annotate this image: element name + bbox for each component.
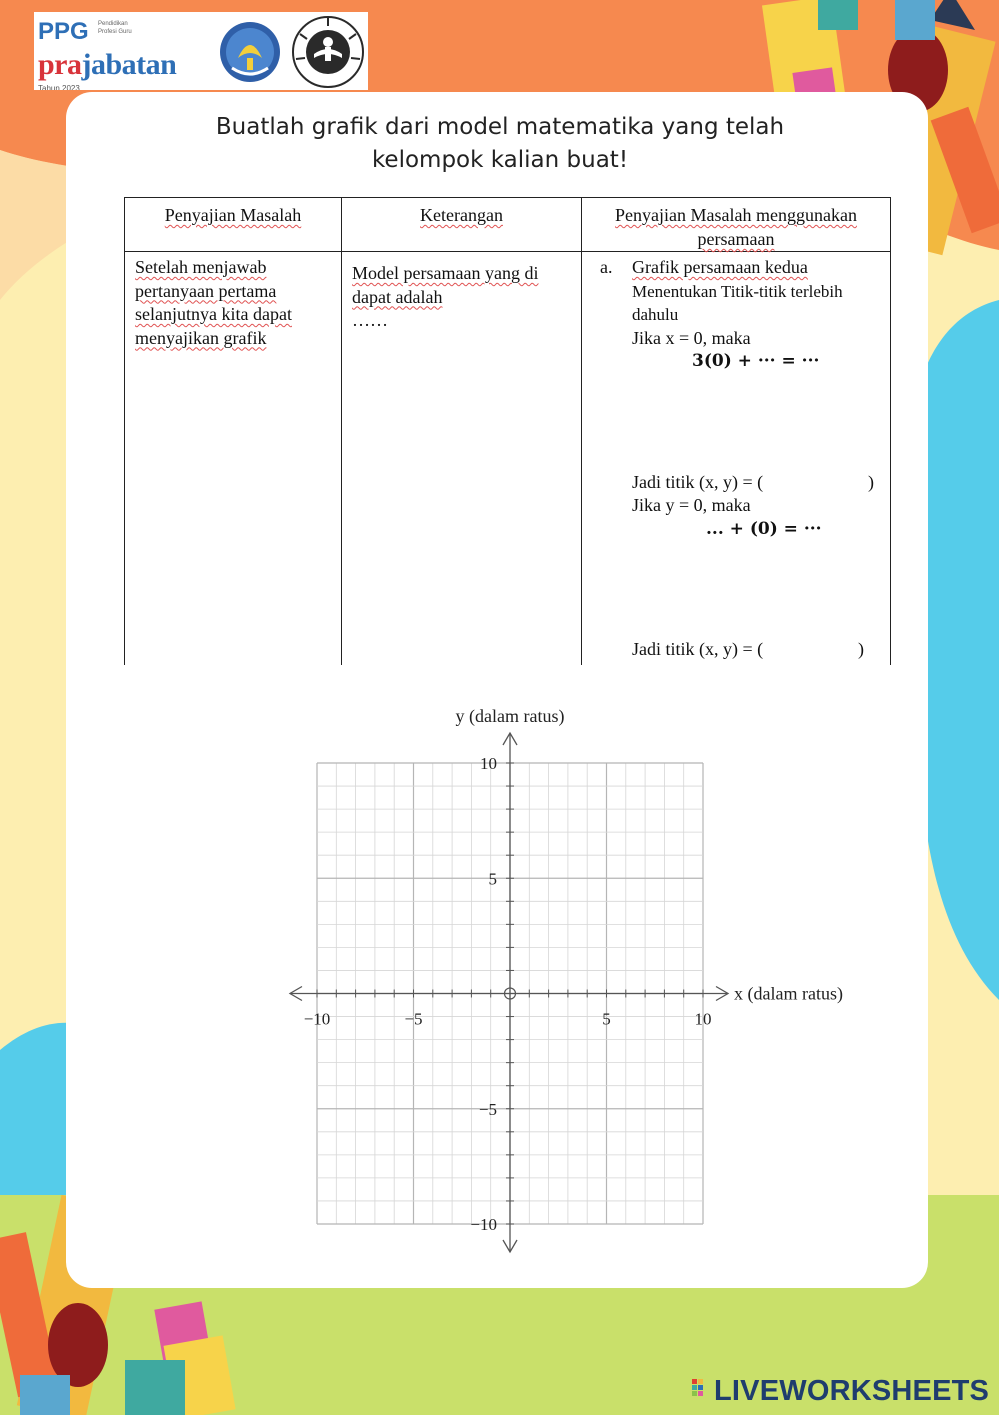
cell-penyajian-masalah xyxy=(125,252,342,666)
cell-keterangan xyxy=(342,252,582,666)
header-year: Tahun 2023 xyxy=(38,84,80,90)
prajabatan-logo-text xyxy=(38,48,176,82)
cell-persamaan xyxy=(582,252,891,666)
point-2-suffix: ) xyxy=(858,639,864,659)
answer-space-1[interactable] xyxy=(632,374,880,471)
if-x-zero: Jika x = 0, maka xyxy=(632,327,751,348)
x-axis-label: x (dalam ratus) xyxy=(734,983,843,1004)
point-1-line xyxy=(632,471,880,495)
col2-blank-answer[interactable]: …… xyxy=(352,310,388,330)
y-tick-label: 10 xyxy=(480,754,497,773)
header-col3-line2: persamaan xyxy=(697,229,775,249)
y-tick-label: −10 xyxy=(470,1215,497,1234)
if-y-zero: Jika y = 0, maka xyxy=(632,495,751,515)
header-col1-text: Penyajian Masalah xyxy=(164,205,302,225)
ppg-subtitle: Pendidikan Profesi Guru xyxy=(98,21,132,35)
unm-emblem-icon xyxy=(290,14,366,90)
intro-line-1: Menentukan Titik-titik terlebih xyxy=(632,281,843,301)
worksheet-table xyxy=(124,197,891,665)
table-row xyxy=(125,252,891,666)
x-tick-label: 5 xyxy=(602,1009,611,1029)
liveworksheets-brand xyxy=(692,1375,989,1408)
x-tick-label: 10 xyxy=(694,1009,712,1029)
point-2-line xyxy=(632,638,880,662)
y-tick-label: 5 xyxy=(488,869,497,889)
header-col2-text: Keterangan xyxy=(420,205,503,225)
x-tick-label: −10 xyxy=(303,1009,331,1029)
instruction-line-2: kelompok kalian buat! xyxy=(371,147,629,173)
equation-1: 3(0) + ··· = ··· xyxy=(692,351,820,371)
answer-block xyxy=(632,256,880,662)
ppg-logo-text: PPG xyxy=(38,18,89,45)
header-logo xyxy=(34,12,368,90)
item-label: a. xyxy=(600,257,613,277)
header-penyajian-persamaan xyxy=(582,198,891,252)
col1-line: pertanyaan pertama xyxy=(135,280,277,301)
instruction-title xyxy=(168,111,832,177)
instruction-line-1: Buatlah grafik dari model matematika yang telah xyxy=(215,114,785,140)
point-1-suffix: ) xyxy=(868,471,874,492)
brand-text: LIVEWORKSHEETS xyxy=(714,1375,990,1407)
point-2-prefix: Jadi titik (x, y) = ( xyxy=(632,639,764,659)
answer-space-2[interactable] xyxy=(632,541,880,638)
col1-line: Setelah menjawab xyxy=(135,257,267,277)
liveworksheets-logo-icon xyxy=(692,1379,710,1401)
col1-line: selanjutnya kita dapat xyxy=(135,304,292,324)
graph-heading: Grafik persamaan kedua xyxy=(632,257,808,277)
col2-line: dapat adalah xyxy=(352,286,443,307)
header-penyajian-masalah xyxy=(125,198,342,252)
table-header-row xyxy=(125,198,891,252)
equation-2: ... + (0) = ··· xyxy=(706,518,822,539)
header-keterangan xyxy=(342,198,582,252)
y-tick-label: −5 xyxy=(478,1099,497,1119)
prajabatan-suffix: jabatan xyxy=(81,48,177,81)
tut-wuri-handayani-emblem-icon xyxy=(218,18,282,86)
point-1-prefix: Jadi titik (x, y) = ( xyxy=(632,471,764,492)
y-axis-label: y (dalam ratus) xyxy=(455,706,565,726)
col1-line: menyajikan grafik xyxy=(135,327,267,348)
intro-line-2: dahulu xyxy=(632,305,679,324)
prajabatan-prefix: pra xyxy=(38,48,82,81)
x-tick-label: −5 xyxy=(404,1009,423,1029)
coordinate-grid-chart[interactable] xyxy=(280,700,860,1265)
header-col3-line1: Penyajian Masalah menggunakan xyxy=(615,205,857,225)
col2-line: Model persamaan yang di xyxy=(352,263,539,283)
